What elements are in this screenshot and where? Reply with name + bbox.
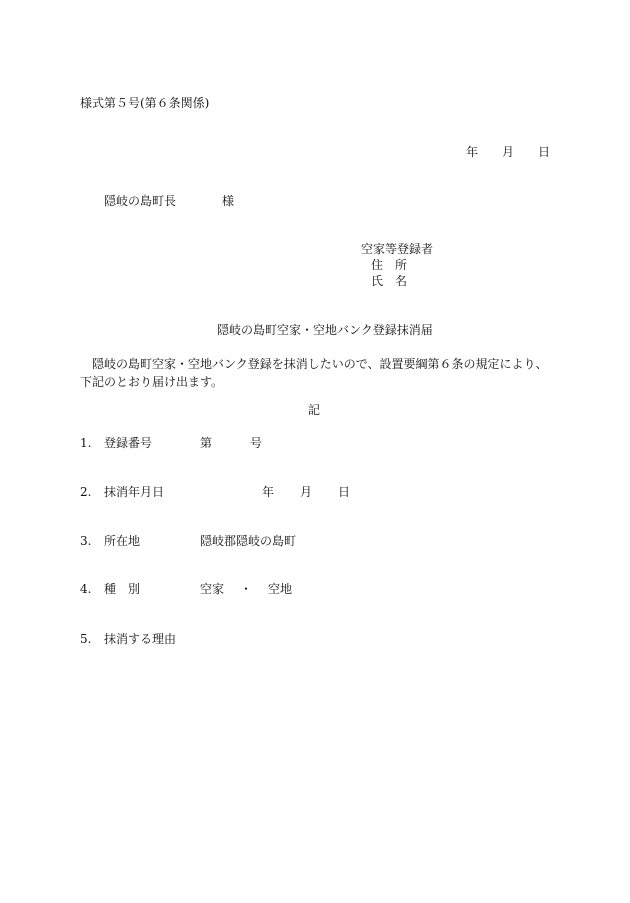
date-line — [466, 146, 550, 158]
item-label: 抹消する理由 — [104, 632, 177, 646]
item-number: 2. — [80, 485, 92, 499]
address-label: 住 所 — [371, 258, 408, 272]
item-number: 4. — [80, 582, 92, 596]
item-registration-number — [80, 437, 262, 449]
item-label: 抹消年月日 — [104, 485, 165, 499]
item-cancellation-date — [80, 486, 350, 498]
item-type — [80, 583, 292, 595]
cancel-day: 日 — [338, 485, 351, 499]
applicant-block — [361, 243, 433, 291]
registration-dai: 第 — [200, 436, 213, 450]
location-value: 隠岐郡隠岐の島町 — [200, 534, 297, 548]
addressee — [104, 195, 234, 207]
item-label: 所在地 — [104, 534, 141, 548]
cancel-month: 月 — [300, 485, 313, 499]
type-option-vacant-house: 空家 — [200, 582, 225, 596]
addressee-honorific: 様 — [222, 194, 235, 208]
item-number: 1. — [80, 436, 92, 450]
type-separator: ・ — [240, 582, 253, 596]
addressee-name: 隠岐の島町長 — [104, 194, 177, 208]
cancel-year: 年 — [262, 485, 275, 499]
document-title: 隠岐の島町空家・空地バンク登録抹消届 — [217, 323, 433, 337]
body-line-2: 下記のとおり届け出ます。 — [80, 375, 224, 389]
item-label: 登録番号 — [104, 436, 153, 450]
item-number: 3. — [80, 534, 92, 548]
name-label: 氏 名 — [371, 274, 408, 288]
date-year: 年 — [466, 145, 479, 159]
date-day: 日 — [538, 145, 551, 159]
ki-heading: 記 — [308, 403, 321, 417]
body-line-1: 隠岐の島町空家・空地バンク登録を抹消したいので、設置要綱第６条の規定により、 — [92, 357, 548, 371]
body-text — [80, 355, 555, 391]
item-number: 5. — [80, 632, 92, 646]
registration-go: 号 — [250, 436, 263, 450]
item-location — [80, 535, 296, 547]
applicant-role: 空家等登録者 — [361, 242, 434, 256]
type-option-vacant-lot: 空地 — [268, 582, 293, 596]
date-month: 月 — [502, 145, 515, 159]
form-number: 様式第５号(第６条関係) — [80, 96, 210, 110]
item-label: 種 別 — [104, 582, 141, 596]
item-reason — [80, 633, 200, 645]
